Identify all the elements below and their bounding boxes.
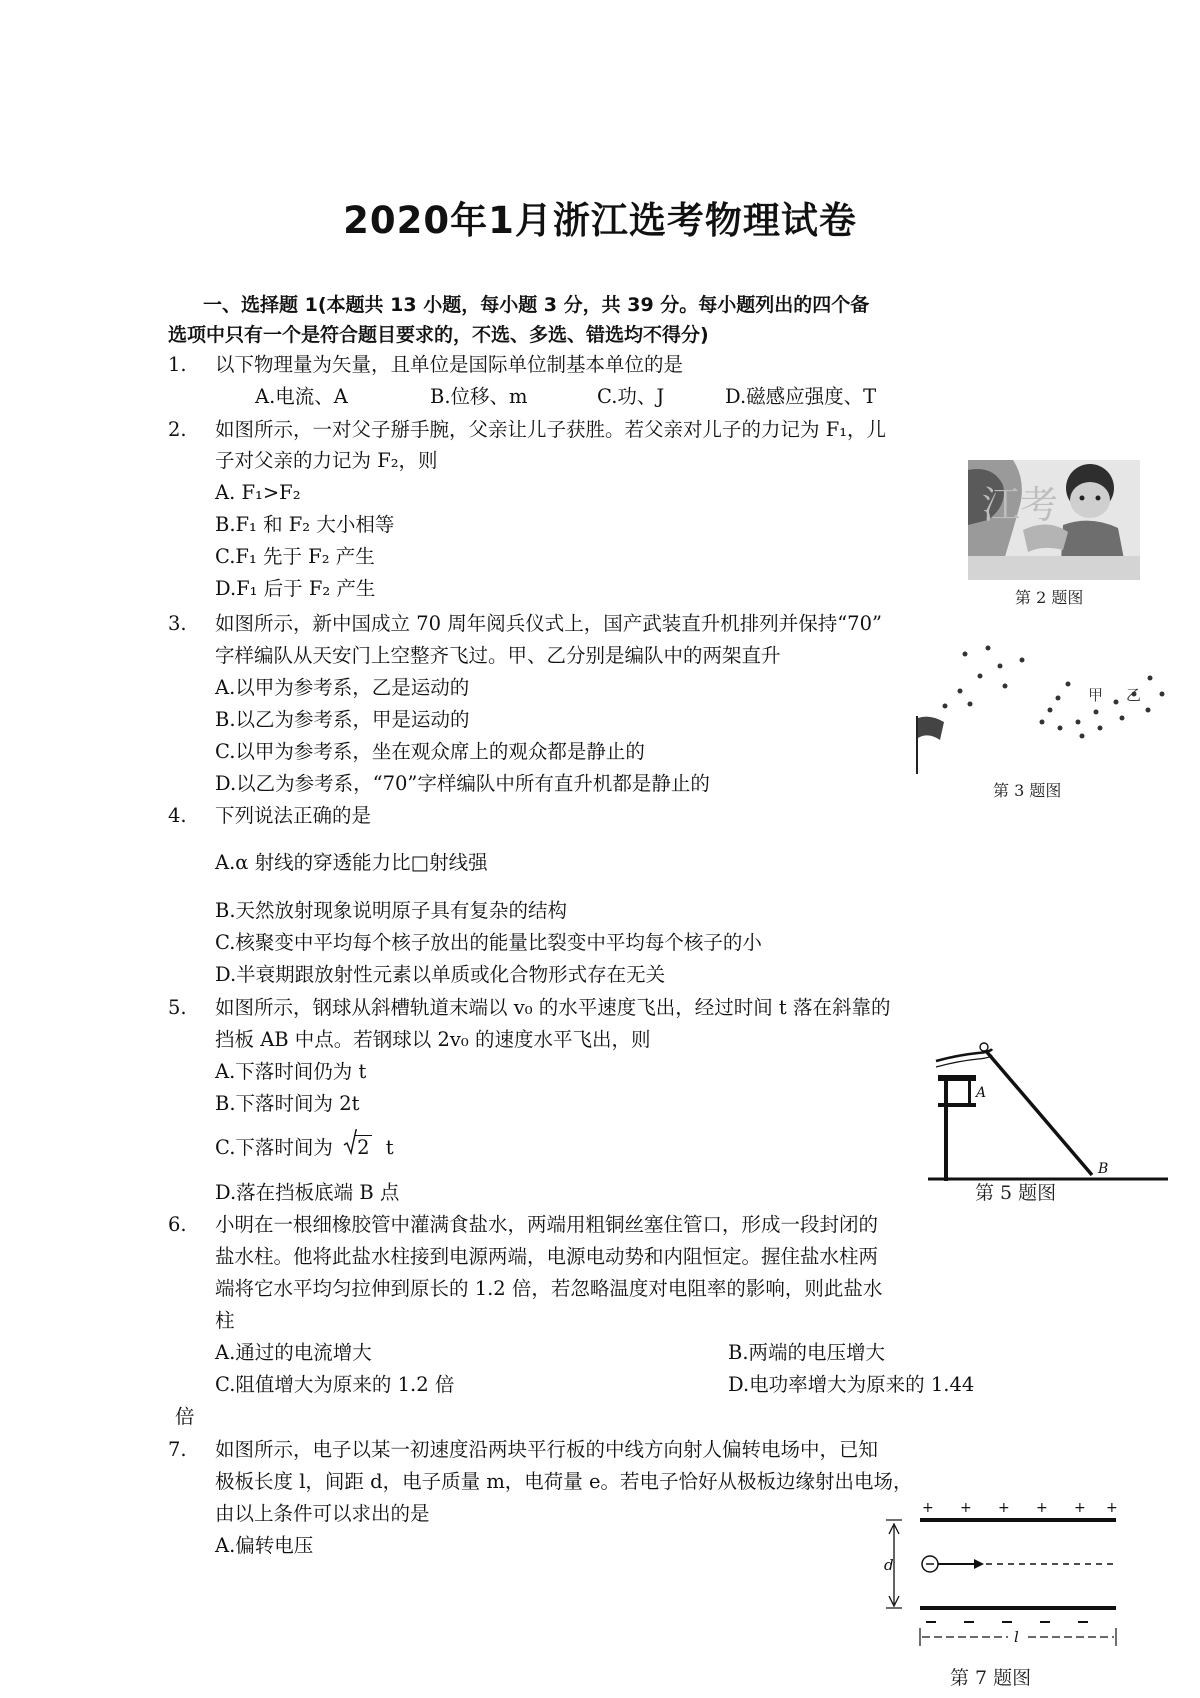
q1-option-d: D.磁感应强度、T	[725, 385, 877, 408]
q4-option-a: A.α 射线的穿透能力比□射线强	[215, 851, 488, 874]
q7-figure-caption: 第 7 题图	[950, 1667, 1032, 1689]
q2-option-c: C.F₁ 先于 F₂ 产生	[215, 545, 375, 568]
q5-option-b: B.下落时间为 2t	[215, 1092, 360, 1115]
q2-figure-caption: 第 2 题图	[1015, 588, 1084, 607]
svg-text:+: +	[960, 1500, 972, 1516]
q7-number: 7.	[168, 1438, 187, 1461]
q2-stem-line2: 子对父亲的力记为 F₂，则	[215, 449, 438, 472]
q5-label-a: A	[976, 1085, 987, 1101]
q3-option-b: B.以乙为参考系，甲是运动的	[215, 708, 470, 731]
q3-stem-line1: 如图所示，新中国成立 70 周年阅兵仪式上，国产武装直升机排列并保持“70”	[215, 612, 882, 635]
q6-stem-line4: 柱	[215, 1309, 235, 1332]
q7-label-d: d	[884, 1556, 894, 1574]
q2-option-d: D.F₁ 后于 F₂ 产生	[215, 577, 376, 600]
q4-option-d: D.半衰期跟放射性元素以单质或化合物形式存在无关	[215, 963, 666, 986]
q5-sqrt	[343, 1133, 371, 1163]
q5-number: 5.	[168, 996, 187, 1019]
svg-text:+: +	[1074, 1500, 1086, 1516]
q4-option-b: B.天然放射现象说明原子具有复杂的结构	[215, 899, 568, 922]
q5-label-b: B	[1098, 1161, 1109, 1177]
q6-stem-line3: 端将它水平均匀拉伸到原长的 1.2 倍，若忽略温度对电阻率的影响，则此盐水	[215, 1277, 883, 1300]
q4-stem: 下列说法正确的是	[215, 804, 372, 827]
page-title: 2020年1月浙江选考物理试卷	[343, 199, 857, 242]
q5-stem-line2: 挡板 AB 中点。若钢球以 2v₀ 的速度水平飞出，则	[215, 1028, 651, 1051]
q5-option-c-suffix: t	[385, 1136, 394, 1159]
q6-option-c: C.阻值增大为原来的 1.2 倍	[215, 1373, 455, 1396]
q1-number: 1.	[168, 353, 187, 376]
q3-option-c: C.以甲为参考系，坐在观众席上的观众都是静止的	[215, 740, 645, 763]
q4-option-c: C.核聚变中平均每个核子放出的能量比裂变中平均每个核子的小	[215, 931, 762, 954]
q5-option-c-prefix: C.下落时间为	[215, 1136, 333, 1159]
q3-number: 3.	[168, 612, 187, 635]
q2-figure-photo	[968, 460, 1140, 580]
q6-option-d: D.电功率增大为原来的 1.44	[728, 1373, 975, 1396]
q5-sqrt-value: 2	[357, 1136, 370, 1159]
q7-stem-line1: 如图所示，电子以某一初速度沿两块平行板的中线方向射人偏转电场中，已知	[215, 1438, 879, 1461]
q5-figure-caption: 第 5 题图	[975, 1182, 1057, 1204]
q3-figure-formation	[910, 636, 1170, 774]
q3-option-d: D.以乙为参考系，“70”字样编队中所有直升机都是静止的	[215, 772, 710, 795]
q6-option-b: B.两端的电压增大	[728, 1341, 886, 1364]
q7-label-l: l	[1014, 1628, 1019, 1646]
svg-text:+: +	[1106, 1500, 1118, 1516]
q6-option-d-tail: 倍	[175, 1405, 195, 1428]
q5-stem-line1: 如图所示，钢球从斜槽轨道末端以 v₀ 的水平速度飞出，经过时间 t 落在斜靠的	[215, 996, 891, 1019]
q6-stem-line2: 盐水柱。他将此盐水柱接到电源两端，电源电动势和内阻恒定。握住盐水柱两	[215, 1245, 879, 1268]
q3-option-a: A.以甲为参考系，乙是运动的	[215, 676, 470, 699]
q6-number: 6.	[168, 1213, 187, 1236]
q5-figure-ramp	[928, 1035, 1168, 1185]
q3-label-jia: 甲	[1088, 686, 1104, 704]
q1-option-a: A.电流、A	[255, 385, 348, 408]
svg-text:+: +	[998, 1500, 1010, 1516]
q7-stem-line2: 极板长度 l，间距 d，电子质量 m，电荷量 e。若电子恰好从极板边缘射出电场，	[215, 1470, 913, 1493]
q1-option-b: B.位移、m	[430, 385, 528, 408]
q1-stem: 以下物理量为矢量，且单位是国际单位制基本单位的是	[215, 353, 684, 376]
svg-text:+: +	[922, 1500, 934, 1516]
q4-number: 4.	[168, 804, 187, 827]
q3-stem-line2: 字样编队从天安门上空整齐飞过。甲、乙分别是编队中的两架直升	[215, 644, 781, 667]
q5-option-c	[215, 1133, 394, 1163]
q2-number: 2.	[168, 418, 187, 441]
q7-option-a: A.偏转电压	[215, 1534, 314, 1557]
q5-option-d: D.落在挡板底端 B 点	[215, 1181, 400, 1204]
q6-option-a: A.通过的电流增大	[215, 1341, 372, 1364]
q3-figure-caption: 第 3 题图	[993, 781, 1062, 800]
q2-option-b: B.F₁ 和 F₂ 大小相等	[215, 513, 395, 536]
q7-stem-line3: 由以上条件可以求出的是	[215, 1502, 430, 1525]
q2-stem-line1: 如图所示，一对父子掰手腕，父亲让儿子获胜。若父亲对儿子的力记为 F₁，儿	[215, 418, 887, 441]
q2-watermark: 江考	[982, 483, 1059, 527]
section-header-line2: 选项中只有一个是符合题目要求的，不选、多选、错选均不得分)	[168, 324, 709, 346]
q3-label-yi: 乙	[1126, 686, 1142, 704]
q1-option-c: C.功、J	[597, 385, 665, 408]
q7-figure-plates	[882, 1500, 1122, 1660]
q6-stem-line1: 小明在一根细橡胶管中灌满食盐水，两端用粗铜丝塞住管口，形成一段封闭的	[215, 1213, 879, 1236]
q5-option-a: A.下落时间仍为 t	[215, 1060, 367, 1083]
q2-option-a: A. F₁>F₂	[215, 481, 301, 504]
section-header-line1: 一、选择题 1(本题共 13 小题，每小题 3 分，共 39 分。每小题列出的四个备	[203, 294, 870, 316]
svg-text:+: +	[1036, 1500, 1048, 1516]
